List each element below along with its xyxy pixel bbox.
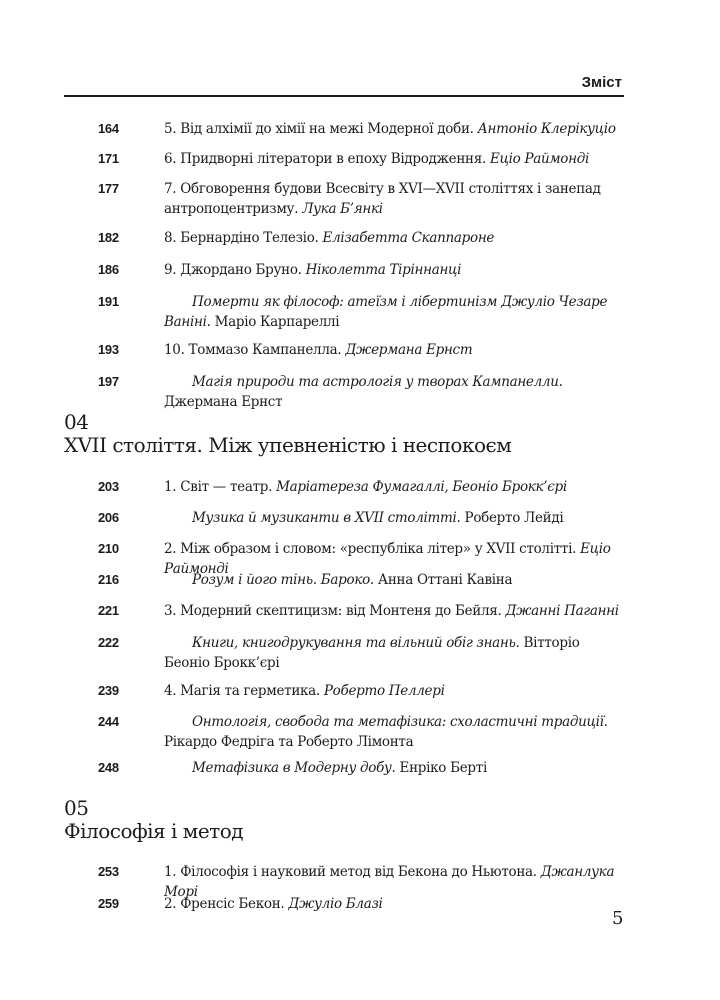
essay-title: Онтологія, свобода та метафізика: схоластичні традиції.	[192, 714, 608, 730]
chapter-title: 9. Джордано Бруно.	[164, 262, 306, 278]
essay-title: Розум і його тінь. Бароко.	[192, 572, 374, 588]
toc-page-number: 221	[98, 603, 119, 618]
essay-title: Музика й музиканти в XVII столітті.	[192, 510, 461, 526]
toc-entry-text	[164, 758, 624, 778]
toc-page-number: 164	[98, 121, 119, 136]
toc-entry-text	[164, 601, 624, 621]
author-name: Еціо Раймонді	[489, 151, 589, 167]
toc-entry-text	[164, 712, 624, 752]
author-name: Елізабетта Скаппароне	[322, 230, 495, 246]
toc-entry-text	[164, 228, 624, 248]
toc-entry-text	[164, 119, 624, 139]
author-name: Анна Оттані Кавіна	[373, 572, 513, 588]
author-name: Роберто Лейді	[460, 510, 564, 526]
author-name: Енріко Берті	[395, 760, 487, 776]
author-name: Роберто Пеллері	[323, 683, 445, 699]
author-name: Антоніо Клерікуціо	[477, 121, 616, 137]
chapter-title: 7. Обговорення будови Всесвіту в XVI—XVII століттях і занепад антропоцентризму.	[164, 181, 601, 217]
author-name: Ніколетта Тіріннанці	[305, 262, 462, 278]
toc-entry-text	[164, 149, 624, 169]
author-name: Джуліо Блазі	[288, 896, 383, 912]
toc-page-number: 191	[98, 294, 119, 309]
toc-entry-text	[164, 260, 624, 280]
author-name: Джермана Ернст	[164, 394, 283, 410]
toc-page-number: 193	[98, 342, 119, 357]
toc-entry-text	[164, 681, 624, 701]
chapter-title: 2. Френсіс Бекон.	[164, 896, 289, 912]
header-rule	[64, 95, 624, 97]
toc-entry-text	[164, 894, 624, 914]
section-title: XVII століття. Між упевненістю і неспокоєм	[64, 433, 512, 457]
toc-entry	[0, 760, 720, 800]
author-name: Маріо Карпареллі	[210, 314, 340, 330]
chapter-title: 10. Томмазо Кампанелла.	[164, 342, 346, 358]
toc-page-number: 259	[98, 896, 119, 911]
toc-page-number: 206	[98, 510, 119, 525]
toc-page-number: 182	[98, 230, 119, 245]
toc-entry-text	[164, 508, 624, 528]
toc-entry	[0, 294, 720, 334]
page-number: 5	[612, 908, 624, 929]
author-name: Джермана Ернст	[345, 342, 473, 358]
author-name: Джанлука Морі	[164, 864, 615, 900]
chapter-title: 1. Філософія і науковий метод від Бекона до Ньютона.	[164, 864, 541, 880]
toc-page-number: 197	[98, 374, 119, 389]
toc-page-number: 171	[98, 151, 119, 166]
running-header: Зміст	[581, 74, 622, 91]
toc-page-number: 203	[98, 479, 119, 494]
toc-entry	[0, 714, 720, 754]
chapter-title: 6. Придворні літератори в епоху Відродження.	[164, 151, 490, 167]
author-name: Рікардо Федріга та Роберто Лімонта	[164, 734, 414, 750]
toc-entry-text	[164, 372, 624, 412]
toc-page-number: 186	[98, 262, 119, 277]
toc-entry-text	[164, 570, 624, 590]
toc-page-number: 253	[98, 864, 119, 879]
essay-title: Магія природи та астрологія у творах Кампанелли.	[192, 374, 563, 390]
chapter-title: 8. Бернардіно Телезіо.	[164, 230, 323, 246]
toc-page-number: 216	[98, 572, 119, 587]
toc-entry	[0, 374, 720, 414]
section-title: Філософія і метод	[64, 819, 244, 843]
toc-page-number: 239	[98, 683, 119, 698]
toc-entry	[0, 635, 720, 675]
toc-entry-text	[164, 340, 624, 360]
essay-title: Метафізика в Модерну добу.	[192, 760, 396, 776]
author-name: Лука Б’янкі	[302, 201, 383, 217]
toc-page-number: 210	[98, 541, 119, 556]
author-name: Маріатереза Фумагаллі, Беоніо Брокк’єрі	[276, 479, 567, 495]
chapter-title: 1. Світ — театр.	[164, 479, 277, 495]
toc-entry	[0, 181, 720, 221]
toc-page-number: 222	[98, 635, 119, 650]
toc-entry-text	[164, 179, 624, 219]
essay-title: Книги, книгодрукування та вільний обіг знань.	[192, 635, 520, 651]
toc-page-number: 244	[98, 714, 119, 729]
author-name: Вітторіо Беоніо Брокк’єрі	[164, 635, 580, 671]
toc-entry-text	[164, 477, 624, 497]
chapter-title: 2. Між образом і словом: «республіка літер» у XVII столітті.	[164, 541, 581, 557]
author-name: Джанні Паганні	[505, 603, 619, 619]
toc-page-number: 177	[98, 181, 119, 196]
essay-title: Померти як філософ: атеїзм і лібертинізм Джуліо Чезаре Ваніні.	[164, 294, 608, 330]
chapter-title: 4. Магія та герметика.	[164, 683, 324, 699]
chapter-title: 5. Від алхімії до хімії на межі Модерної доби.	[164, 121, 478, 137]
toc-entry-text	[164, 292, 624, 332]
author-name: Еціо Раймонді	[164, 541, 611, 577]
section-number: 04	[64, 410, 89, 434]
toc-entry-text	[164, 633, 624, 673]
section-number: 05	[64, 796, 89, 820]
toc-page-number: 248	[98, 760, 119, 775]
chapter-title: 3. Модерний скептицизм: від Монтеня до Бейля.	[164, 603, 506, 619]
